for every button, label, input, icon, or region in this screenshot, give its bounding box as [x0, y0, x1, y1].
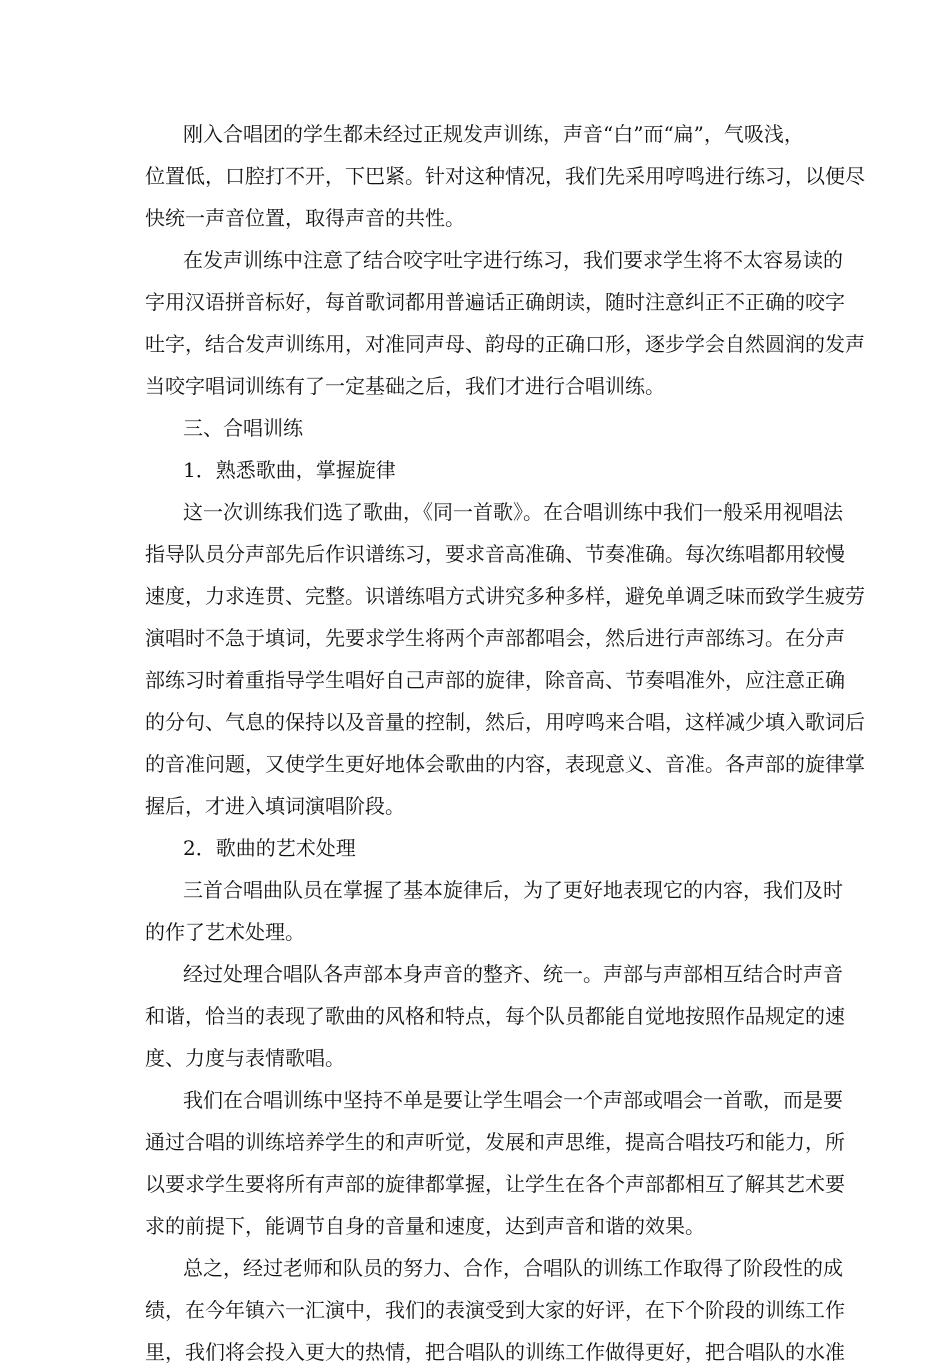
text-line	[0, 537, 950, 571]
text-line	[0, 579, 950, 613]
paragraph-line: 以要求学生要将所有声部的旋律都掌握，让学生在各个声部都相互了解其艺术要	[145, 1172, 845, 1196]
paragraph-line: 演唱时不急于填词，先要求学生将两个声部都唱会，然后进行声部练习。在分声	[145, 626, 845, 650]
paragraph-line: 的音准问题，又使学生更好地体会歌曲的内容，表现意义、音准。各声部的旋律掌	[145, 752, 865, 776]
paragraph-line: 绩，在今年镇六一汇演中，我们的表演受到大家的好评，在下个阶段的训练工作	[145, 1298, 845, 1322]
paragraph-line: 的作了艺术处理。	[145, 920, 305, 944]
text-line	[0, 453, 950, 487]
paragraph-line: 位置低，口腔打不开，下巴紧。针对这种情况，我们先采用哼鸣进行练习，以便尽	[145, 164, 865, 188]
paragraph-first-line: 在发声训练中注意了结合咬字吐字进行练习，我们要求学生将不太容易读的	[183, 248, 843, 272]
paragraph-line: 快统一声音位置，取得声音的共性。	[145, 206, 465, 230]
text-line	[0, 1083, 950, 1117]
paragraph-line: 吐字，结合发声训练用，对准同声母、韵母的正确口形，逐步学会自然圆润的发声	[145, 332, 865, 356]
paragraph-first-line: 我们在合唱训练中坚持不单是要让学生唱会一个声部或唱会一首歌，而是要	[183, 1088, 843, 1112]
text-line	[0, 1209, 950, 1243]
paragraph-line: 当咬字唱词训练有了一定基础之后，我们才进行合唱训练。	[145, 374, 665, 398]
paragraph-first-line: 三首合唱曲队员在掌握了基本旋律后，为了更好地表现它的内容，我们及时	[183, 878, 843, 902]
text-line	[0, 1251, 950, 1285]
text-line	[0, 285, 950, 319]
text-line	[0, 621, 950, 655]
paragraph-line: 握后，才进入填词演唱阶段。	[145, 794, 405, 818]
text-line	[0, 999, 950, 1033]
text-line	[0, 705, 950, 739]
text-line	[0, 1167, 950, 1201]
text-line	[0, 159, 950, 193]
paragraph-line: 字用汉语拼音标好，每首歌词都用普遍话正确朗读，随时注意纠正不正确的咬字	[145, 290, 845, 314]
text-line	[0, 369, 950, 403]
paragraph-line: 的分句、气息的保持以及音量的控制，然后，用哼鸣来合唱，这样减少填入歌词后	[145, 710, 865, 734]
section-heading: 三、合唱训练	[183, 416, 303, 440]
text-line	[0, 873, 950, 907]
text-line	[0, 1041, 950, 1075]
subsection-heading: 1．熟悉歌曲，掌握旋律	[183, 458, 396, 482]
subsection-heading: 2．歌曲的艺术处理	[183, 836, 356, 860]
text-line	[0, 411, 950, 445]
paragraph-line: 通过合唱的训练培养学生的和声听觉，发展和声思维，提高合唱技巧和能力，所	[145, 1130, 845, 1154]
text-line	[0, 1335, 950, 1369]
paragraph-line: 和谐，恰当的表现了歌曲的风格和特点，每个队员都能自觉地按照作品规定的速	[145, 1004, 845, 1028]
text-line	[0, 831, 950, 865]
paragraph-line: 指导队员分声部先后作识谱练习，要求音高准确、节奏准确。每次练唱都用较慢	[145, 542, 845, 566]
text-line	[0, 1125, 950, 1159]
text-line	[0, 243, 950, 277]
paragraph-line: 度、力度与表情歌唱。	[145, 1046, 345, 1070]
text-line	[0, 957, 950, 991]
text-line	[0, 117, 950, 151]
text-line	[0, 747, 950, 781]
paragraph-line: 求的前提下，能调节自身的音量和速度，达到声音和谐的效果。	[145, 1214, 705, 1238]
paragraph-line: 部练习时着重指导学生唱好自己声部的旋律，除音高、节奏唱准外，应注意正确	[145, 668, 845, 692]
text-line	[0, 495, 950, 529]
text-line	[0, 201, 950, 235]
paragraph-first-line: 经过处理合唱队各声部本身声音的整齐、统一。声部与声部相互结合时声音	[183, 962, 843, 986]
text-line	[0, 1293, 950, 1327]
text-line	[0, 327, 950, 361]
paragraph-line: 速度，力求连贯、完整。识谱练唱方式讲究多种多样，避免单调乏味而致学生疲劳	[145, 584, 865, 608]
text-line	[0, 663, 950, 697]
paragraph-first-line: 这一次训练我们选了歌曲，《同一首歌》。在合唱训练中我们一般采用视唱法	[183, 500, 843, 524]
text-line	[0, 789, 950, 823]
paragraph-first-line: 总之，经过老师和队员的努力、合作，合唱队的训练工作取得了阶段性的成	[183, 1256, 843, 1280]
paragraph-line: 里，我们将会投入更大的热情，把合唱队的训练工作做得更好，把合唱队的水准	[145, 1340, 845, 1364]
text-line	[0, 915, 950, 949]
paragraph-first-line: 刚入合唱团的学生都未经过正规发声训练，声音“白”而“扁”，气吸浅，	[183, 122, 804, 146]
